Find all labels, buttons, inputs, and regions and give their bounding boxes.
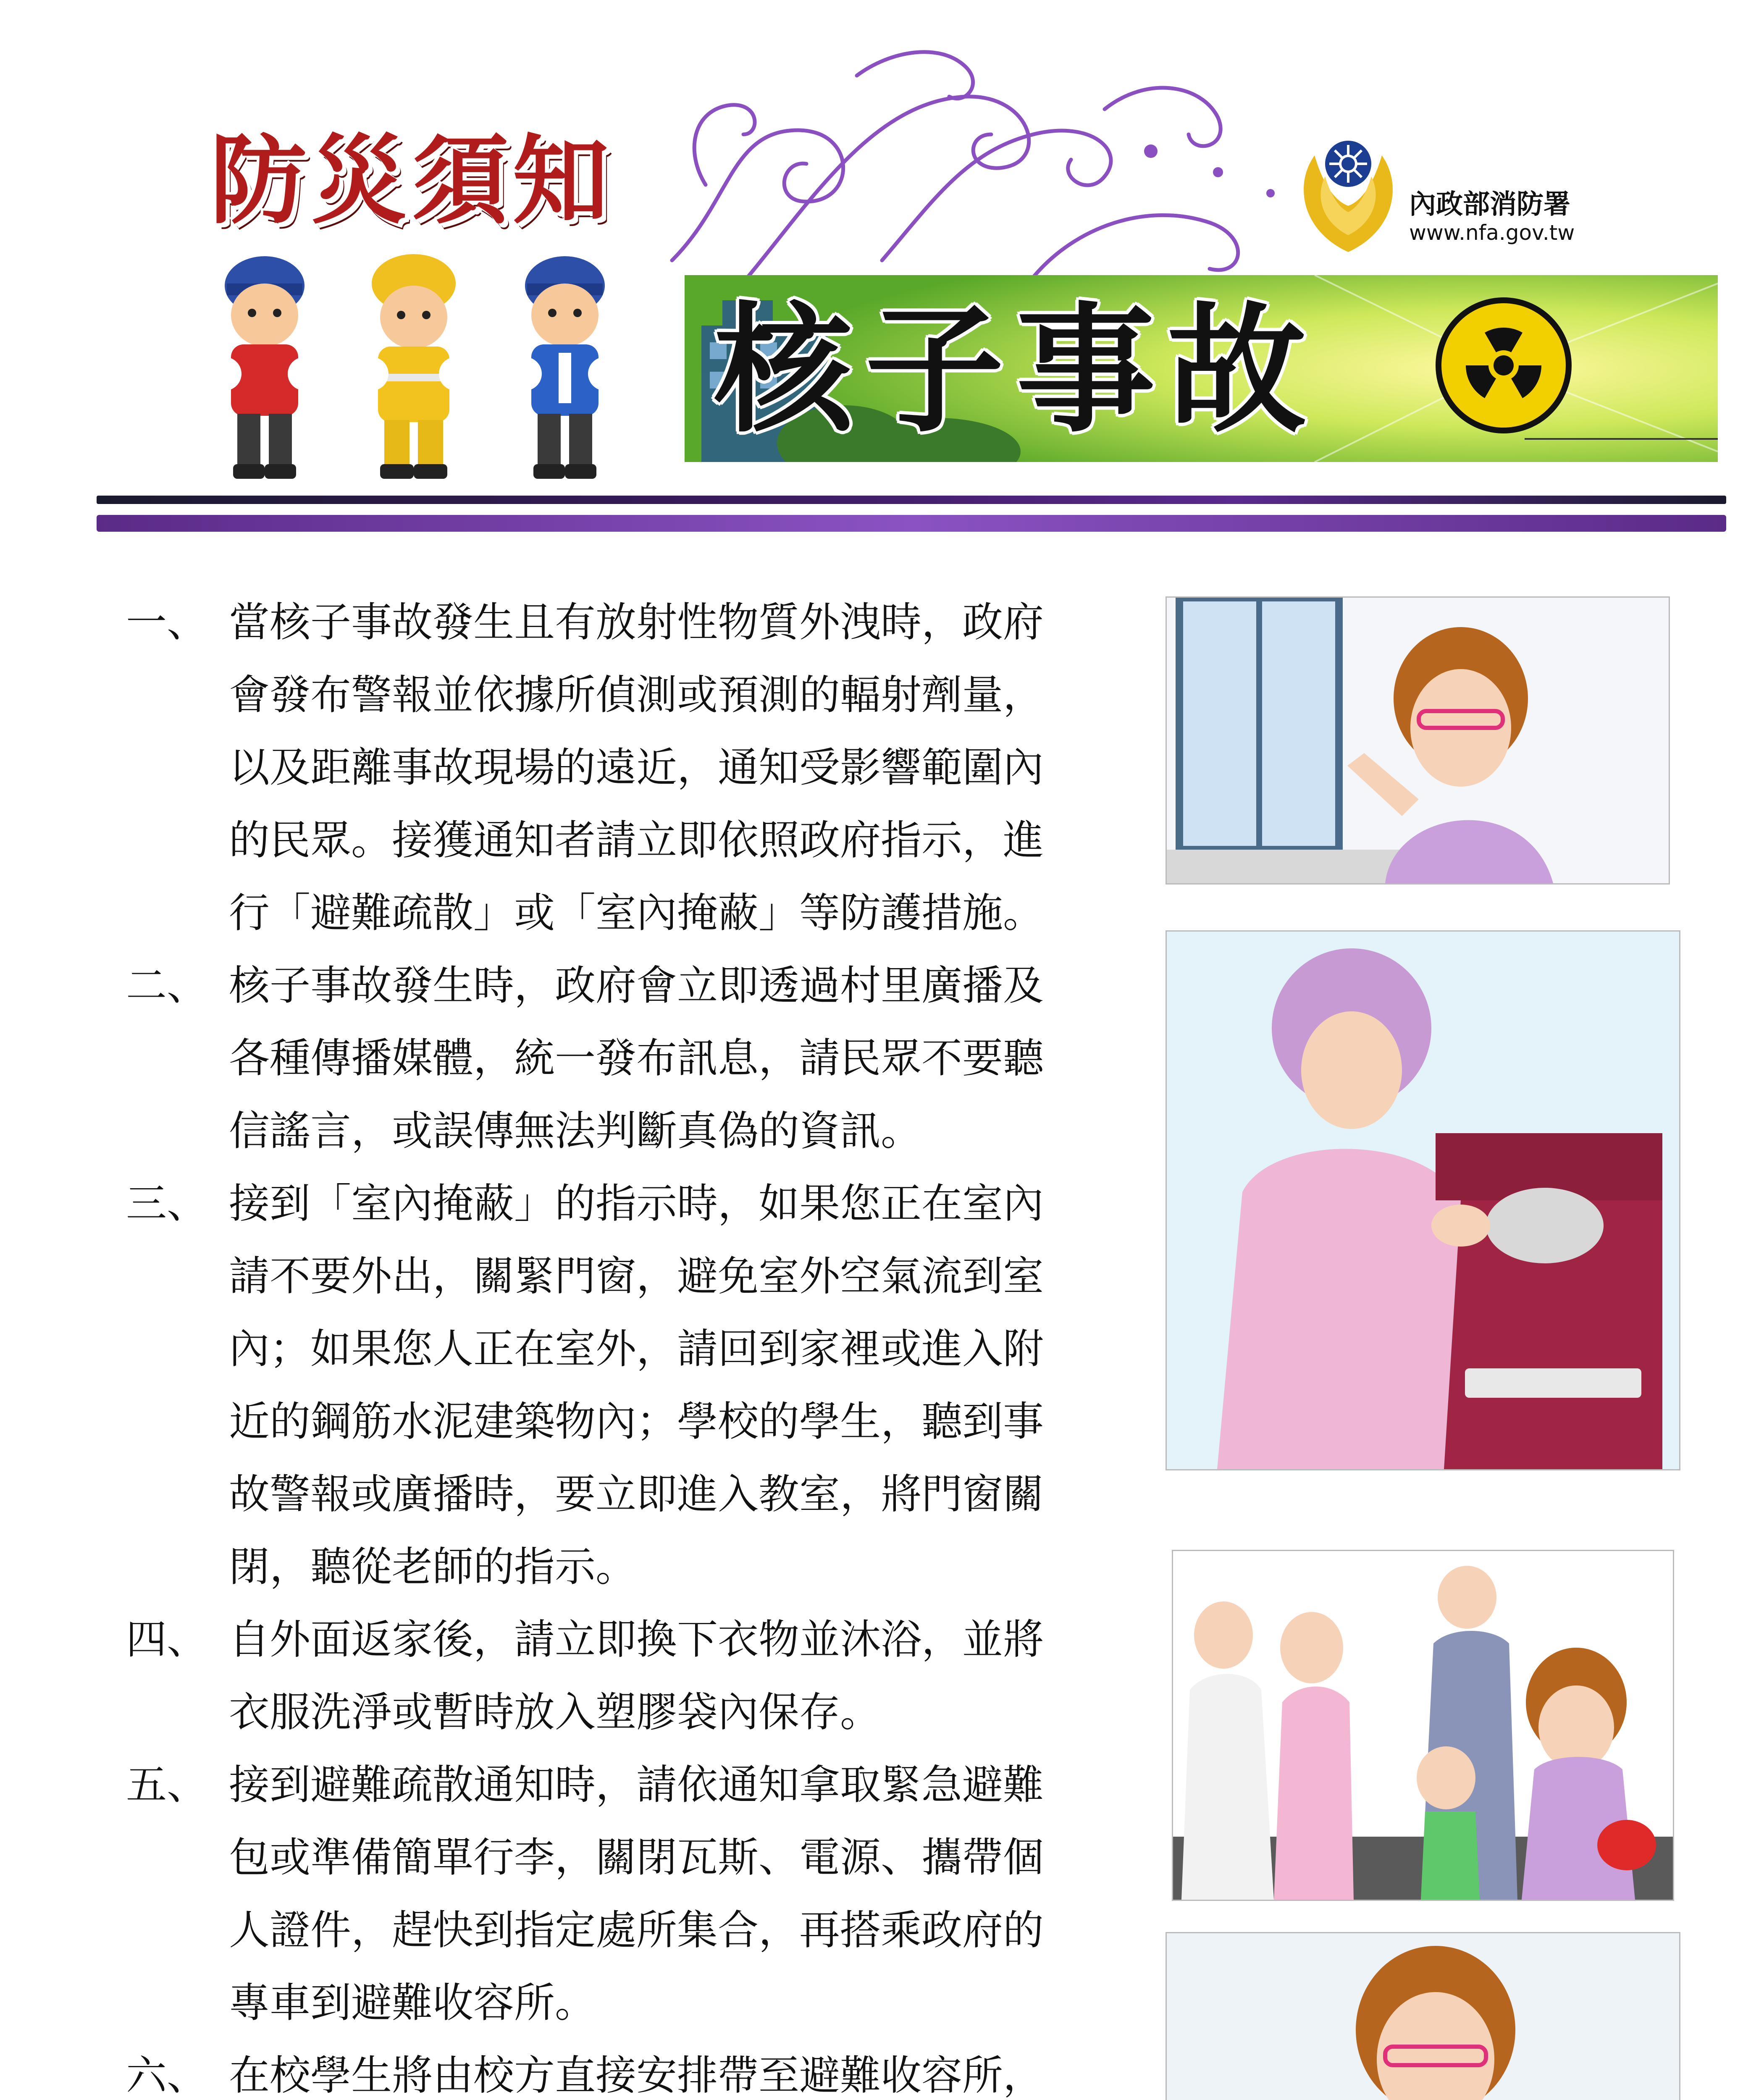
item-text: 核子事故發生時，政府會立即透過村里廣播及 各種傳播媒體，統一發布訊息，請民眾不要聽 信謠言，或誤傳無法判斷真偽的資訊。 [229,962,1044,1155]
list-item [126,2039,1155,2100]
series-title: 防災須知 [210,125,614,237]
firefighter-yellow-mascot-icon [351,248,477,483]
washing-clothes-illustration [1166,930,1680,1470]
header-divider-purple [97,515,1726,532]
item-number: 一、 [126,598,207,646]
radiation-symbol-icon [1434,296,1573,435]
decorative-swirls [622,25,1315,286]
item-text: 在校學生將由校方直接安排帶至避難收容所， [229,2052,1044,2099]
item-number: 二、 [126,962,207,1009]
item-number: 三、 [126,1180,207,1227]
agency-name: 內政部消防署 [1409,189,1570,220]
agency-url[interactable]: www.nfa.gov.tw [1409,220,1575,245]
closing-window-illustration [1166,596,1670,885]
washing-vegetables-illustration [1166,1932,1680,2100]
header-divider-dark [97,496,1726,504]
item-number: 六、 [126,2052,207,2099]
list-item [126,1603,1155,1748]
evacuation-illustration [1172,1550,1674,1901]
item-number: 四、 [126,1616,207,1663]
list-item [126,949,1155,1167]
item-text: 接到避難疏散通知時，請依通知拿取緊急避難 包或準備簡單行李，關閉瓦斯、電源、攜帶個 人證件，趕快到指定處所集合，再搭乘政府的 專車到避難收容所。 [229,1761,1044,2026]
item-text: 自外面返家後，請立即換下衣物並沐浴，並將 衣服洗淨或暫時放入塑膠袋內保存。 [229,1616,1044,1736]
agency-emblem-icon [1285,130,1411,256]
paramedic-blue-mascot-icon [502,248,628,483]
item-number: 五、 [126,1761,207,1809]
list-item [126,586,1155,949]
banner-title: 核子事故 [714,288,1319,451]
list-item [126,1167,1155,1603]
item-text: 接到「室內掩蔽」的指示時，如果您正在室內 請不要外出，關緊門窗，避免室外空氣流到室 內；如果您人正在室外，請回到家裡或進入附 近的鋼筋水泥建築物內；學校的學生，聽到事 故警報或廣播時，要立即進入教室，將門窗關 閉，聽從老師的指示。 [229,1180,1044,1591]
instruction-list [126,586,1155,2100]
item-text: 當核子事故發生且有放射性物質外洩時，政府 會發布警報並依據所偵測或預測的輻射劑量， 以及距離事故現場的遠近，通知受影響範圍內 的民眾。接獲通知者請立即依照政府指示，進 行「避難疏散」或「室內掩蔽」等防護措施。 [229,598,1044,937]
list-item [126,1748,1155,2039]
firefighter-red-mascot-icon [202,248,328,483]
